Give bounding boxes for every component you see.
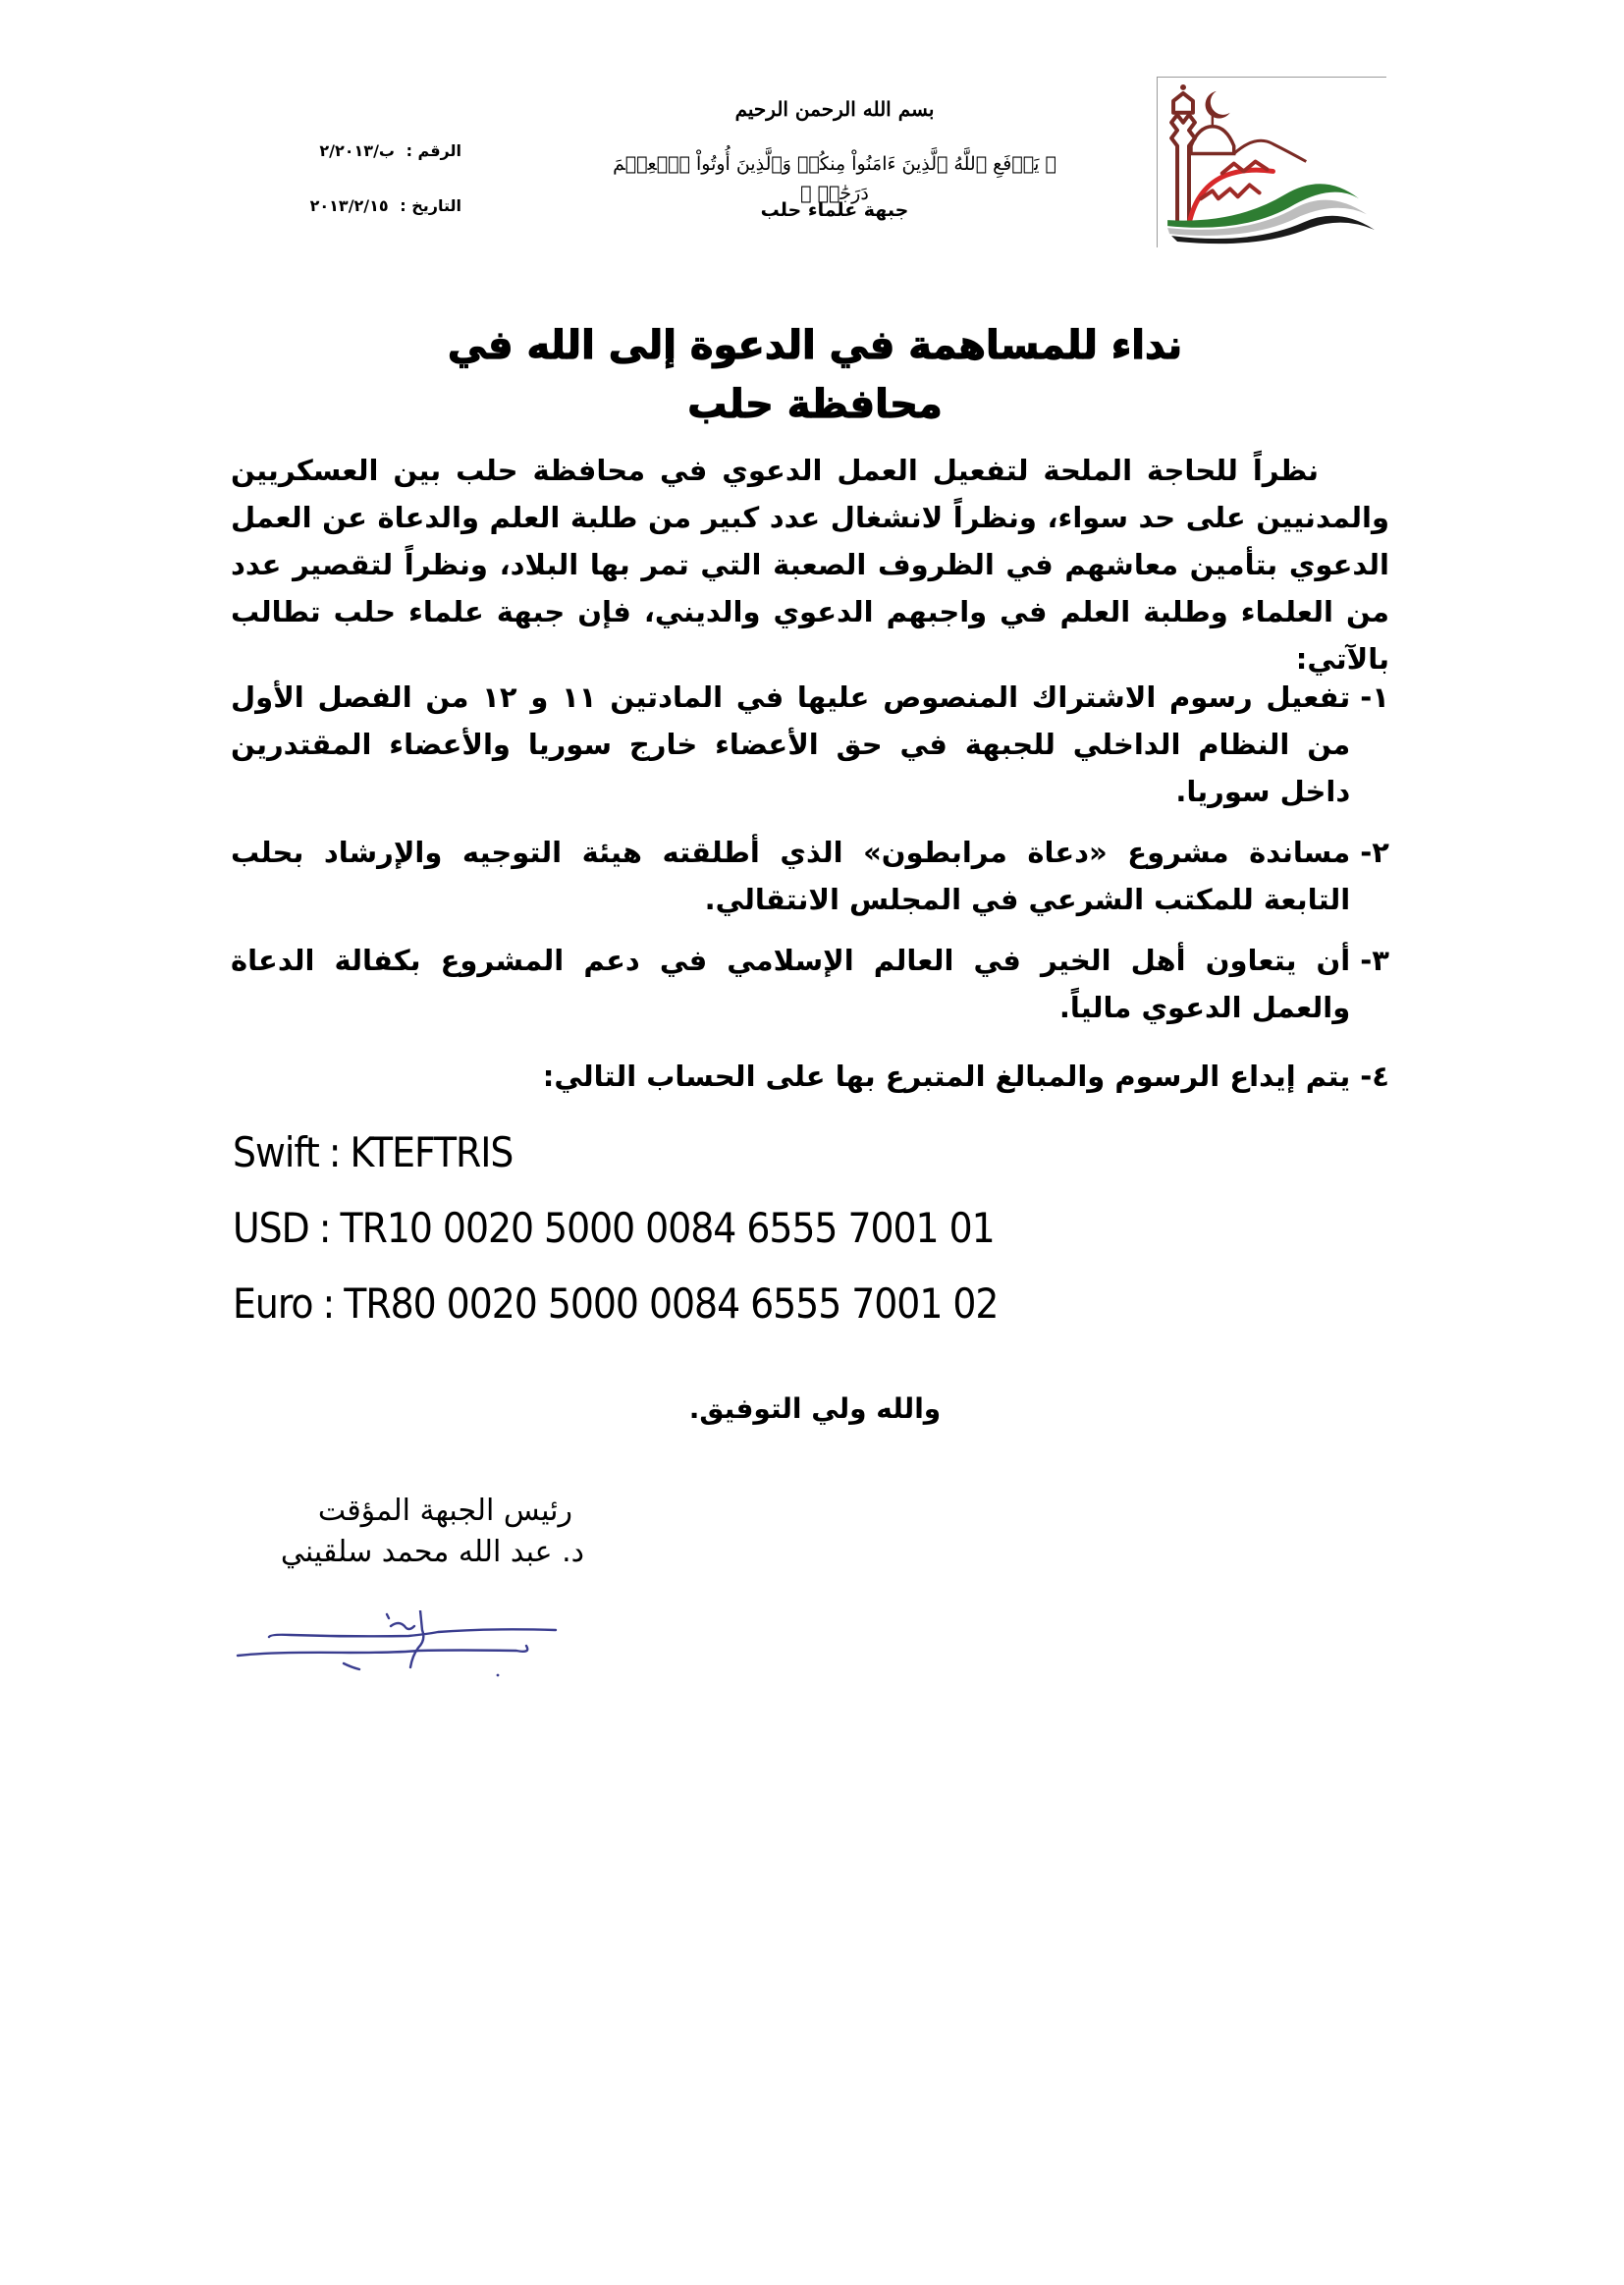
list-item-number: ٢- [1360, 836, 1389, 869]
reference-block [265, 137, 461, 220]
basmala: بسم الله الرحمن الرحيم [734, 97, 935, 121]
bank-swift-value: KTEFTRIS [350, 1128, 514, 1176]
document-title: نداء للمساهمة في الدعوة إلى الله في محافظة حلب [447, 323, 1183, 427]
bank-usd-label: USD [233, 1204, 309, 1252]
list-item [231, 674, 1389, 815]
list-item-number: ١- [1360, 680, 1389, 714]
reference-number-label: الرقم : [406, 141, 461, 160]
signatory-name: د. عبد الله محمد سلقيني [280, 1535, 584, 1569]
intro-paragraph: نظراً للحاجة الملحة لتفعيل العمل الدعوي في محافظة حلب بين العسكريين والمدنيين على حد سواء، ونظراً لانشغال عدد كبير من طلبة العلم والدعاة عن العمل الدعوي بتأمين معاشهم في الظروف الصعبة التي تمر بها البلاد، ونظراً لتقصير عدد من العلماء وطلبة العلم في واجبهم الدعوي والديني، فإن جبهة علماء حلب تطالب بالآتي: [231, 454, 1389, 676]
reference-date-label: التاريخ : [400, 196, 461, 215]
quran-verse: ﴿ يَرۡفَعِ ٱللَّهُ ٱلَّذِينَ ءَامَنُواْ مِنكُمۡ وَٱلَّذِينَ أُوتُواْ ٱلۡعِلۡمَ دَرَجَٰتٖ ﴾ [613, 153, 1056, 204]
list-item-text: يتم إيداع الرسوم والمبالغ المتبرع بها على الحساب التالي: [542, 1060, 1351, 1093]
list-item-text: تفعيل رسوم الاشتراك المنصوص عليها في المادتين ١١ و ١٢ من الفصل الأول من النظام الداخلي للجبهة في حق الأعضاء خارج سوريا والأعضاء المقتدرين داخل سوريا. [231, 680, 1351, 808]
list-item-number: ٣- [1360, 944, 1389, 977]
list-item [231, 937, 1389, 1031]
organization-logo [1157, 77, 1386, 247]
list-item-number: ٤- [1360, 1060, 1389, 1093]
reference-number-value: ب/٢/٢٠١٣ [319, 141, 395, 160]
bank-euro-iban: TR80 0020 5000 0084 6555 7001 02 [344, 1279, 999, 1328]
organization-name: جبهة علماء حلب [760, 199, 909, 221]
signatory-title: رئيس الجبهة المؤقت [317, 1494, 572, 1528]
bank-swift: Swift : KTEFTRIS [233, 1128, 514, 1176]
list-item-text: مساندة مشروع «دعاة مرابطون» الذي أطلقته هيئة التوجيه والإرشاد بحلب التابعة للمكتب الشرعي في المجلس الانتقالي. [231, 836, 1351, 916]
reference-date-value: ٢٠١٣/٢/١٥ [309, 196, 389, 215]
closing-phrase: والله ولي التوفيق. [688, 1392, 942, 1425]
handwritten-signature-icon [232, 1610, 585, 1699]
signatory-block [231, 1491, 584, 1573]
bank-euro: Euro : TR80 0020 5000 0084 6555 7001 02 [233, 1279, 999, 1328]
bank-swift-label: Swift [233, 1128, 319, 1176]
bank-euro-label: Euro [233, 1279, 313, 1328]
mosque-crescent-logo-icon [1158, 78, 1386, 247]
bank-usd-iban: TR10 0020 5000 0084 6555 7001 01 [340, 1204, 995, 1252]
demands-list [231, 674, 1389, 1114]
reference-date [265, 192, 461, 220]
bank-usd: USD : TR10 0020 5000 0084 6555 7001 01 [233, 1204, 995, 1252]
list-item [231, 829, 1389, 923]
bank-details [233, 1115, 1215, 1341]
letterhead-center [589, 94, 1080, 224]
reference-number [265, 137, 461, 165]
list-item [231, 1053, 1389, 1100]
list-item-text: أن يتعاون أهل الخير في العالم الإسلامي في دعم المشروع بكفالة الدعاة والعمل الدعوي مالياً. [231, 944, 1351, 1024]
